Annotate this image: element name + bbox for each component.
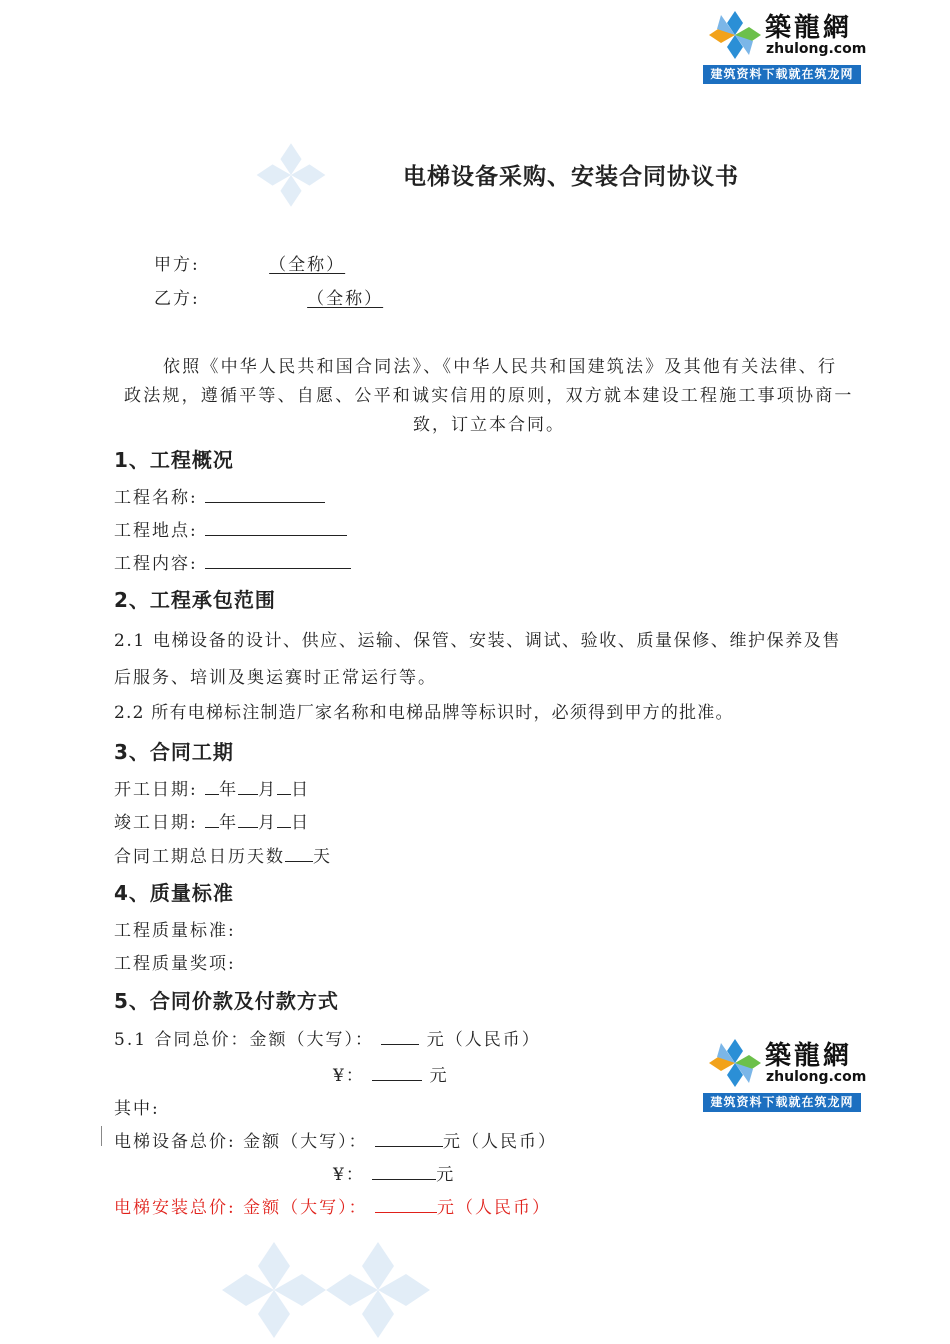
project-name-line bbox=[114, 483, 325, 508]
yuan-unit: 元 bbox=[429, 1066, 449, 1086]
intro-line-2: 政法规，遵循平等、自愿、公平和诚实信用的原则，双方就本建设工程施工事项协商一 bbox=[124, 386, 854, 406]
end-year-blank bbox=[205, 810, 219, 828]
project-location-line bbox=[114, 516, 347, 541]
total-days-line bbox=[114, 842, 332, 867]
party-b-line bbox=[154, 284, 383, 309]
start-month-blank bbox=[238, 777, 258, 795]
installation-price-line bbox=[114, 1193, 551, 1218]
project-content-blank bbox=[205, 551, 351, 569]
end-date-label: 竣工日期: bbox=[114, 813, 198, 833]
logo-name-cn: 築龍網 bbox=[765, 13, 853, 43]
zhulong-emblem-icon bbox=[707, 9, 763, 61]
end-month-blank bbox=[238, 810, 258, 828]
quality-standard: 工程质量标准: bbox=[114, 921, 236, 941]
equipment-price-line bbox=[114, 1127, 557, 1152]
of-which-label: 其中: bbox=[114, 1099, 160, 1119]
watermark-icon bbox=[322, 1238, 434, 1342]
party-a-label: 甲方: bbox=[154, 255, 200, 275]
section-3-heading: 3、合同工期 bbox=[114, 740, 234, 764]
scope-2-1-line-1: 2.1 电梯设备的设计、供应、运输、保管、安装、调试、验收、质量保修、维护保养及售 bbox=[114, 631, 842, 651]
total-price-line bbox=[114, 1025, 541, 1050]
project-name-label: 工程名称: bbox=[114, 488, 198, 508]
yen-label: ¥： bbox=[333, 1165, 365, 1185]
party-b-label: 乙方: bbox=[154, 289, 200, 309]
month-unit: 月 bbox=[258, 780, 278, 800]
logo-domain: zhulong.com bbox=[766, 1069, 867, 1085]
start-day-blank bbox=[277, 777, 291, 795]
watermark-icon bbox=[218, 1238, 330, 1342]
project-location-label: 工程地点: bbox=[114, 521, 198, 541]
month-unit: 月 bbox=[258, 813, 278, 833]
intro-line-1: 依照《中华人民共和国合同法》、《中华人民共和国建筑法》及其他有关法律、行 bbox=[163, 357, 838, 377]
section-5-heading: 5、合同价款及付款方式 bbox=[114, 989, 339, 1013]
end-day-blank bbox=[277, 810, 291, 828]
equipment-yen-line bbox=[333, 1160, 455, 1185]
logo-domain: zhulong.com bbox=[766, 41, 867, 57]
total-days-label: 合同工期总日历天数 bbox=[114, 847, 285, 867]
day-unit: 日 bbox=[291, 813, 311, 833]
logo-slogan: 建筑资料下载就在筑龙网 bbox=[703, 1093, 861, 1112]
project-content-line bbox=[114, 549, 351, 574]
installation-price-label: 电梯安装总价: 金额（大写）： bbox=[114, 1198, 368, 1218]
day-unit: 日 bbox=[291, 780, 311, 800]
logo-name-cn: 築龍網 bbox=[765, 1041, 853, 1071]
intro-line-3: 致，订立本合同。 bbox=[413, 415, 565, 435]
equipment-price-label: 电梯设备总价: 金额（大写）： bbox=[114, 1132, 368, 1152]
year-unit: 年 bbox=[219, 780, 239, 800]
project-location-blank bbox=[205, 518, 347, 536]
total-days-blank bbox=[285, 844, 313, 862]
end-date-line bbox=[114, 808, 310, 833]
watermark-icon bbox=[254, 140, 328, 210]
party-a-blank: （全称） bbox=[269, 255, 346, 275]
yen-label: ¥： bbox=[333, 1066, 365, 1086]
project-name-blank bbox=[205, 485, 325, 503]
yuan-rmb-unit: 元（人民币） bbox=[443, 1132, 558, 1152]
days-unit: 天 bbox=[313, 847, 332, 867]
yuan-unit: 元 bbox=[436, 1165, 456, 1185]
yuan-rmb-unit: 元（人民币） bbox=[426, 1030, 541, 1050]
zhulong-logo-secondary bbox=[703, 1033, 867, 1111]
text-cursor bbox=[101, 1126, 102, 1146]
logo-slogan: 建筑资料下载就在筑龙网 bbox=[703, 65, 861, 84]
party-a-line bbox=[154, 250, 345, 275]
total-yen-blank bbox=[372, 1063, 422, 1081]
start-date-line bbox=[114, 775, 310, 800]
start-year-blank bbox=[205, 777, 219, 795]
start-date-label: 开工日期: bbox=[114, 780, 198, 800]
total-yen-line bbox=[333, 1061, 449, 1086]
year-unit: 年 bbox=[219, 813, 239, 833]
total-price-blank bbox=[381, 1027, 419, 1045]
document-title: 电梯设备采购、安装合同协议书 bbox=[403, 164, 739, 190]
installation-price-blank bbox=[375, 1195, 437, 1213]
zhulong-logo bbox=[703, 5, 867, 83]
scope-2-1-line-2: 后服务、培训及奥运赛时正常运行等。 bbox=[114, 668, 437, 688]
yuan-rmb-unit: 元（人民币） bbox=[437, 1198, 552, 1218]
equipment-price-blank bbox=[375, 1129, 443, 1147]
section-2-heading: 2、工程承包范围 bbox=[114, 588, 276, 612]
project-content-label: 工程内容: bbox=[114, 554, 198, 574]
zhulong-emblem-icon bbox=[707, 1037, 763, 1089]
party-b-blank: （全称） bbox=[307, 289, 384, 309]
section-1-heading: 1、工程概况 bbox=[114, 448, 234, 472]
scope-2-2: 2.2 所有电梯标注制造厂家名称和电梯品牌等标识时，必须得到甲方的批准。 bbox=[114, 703, 734, 723]
total-price-label: 5.1 合同总价：金额（大写）： bbox=[114, 1030, 374, 1050]
quality-award: 工程质量奖项: bbox=[114, 954, 236, 974]
equipment-yen-blank bbox=[372, 1162, 436, 1180]
section-4-heading: 4、质量标准 bbox=[114, 881, 234, 905]
